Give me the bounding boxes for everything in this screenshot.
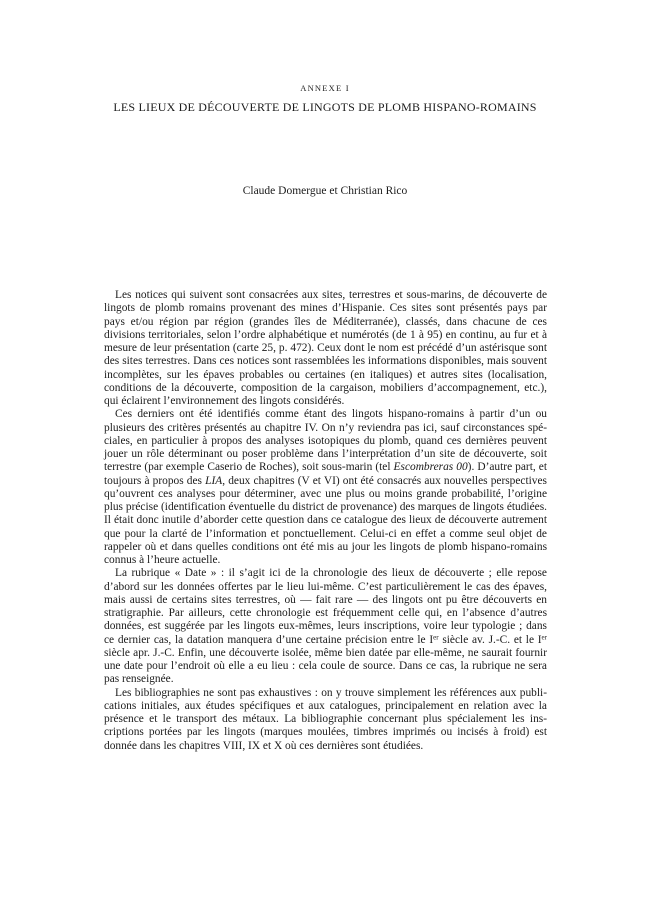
authors: Claude Domergue et Christian Rico: [242, 185, 408, 197]
annex-title: LES LIEUX DE DÉCOUVERTE DE LINGOTS DE PLOMB HISPANO-ROMAINS: [113, 100, 537, 114]
text-run: siècle apr. J.-C. Enfin, une découverte isolée, même bien datée par elle-même, ne saurait fournir une date pour l’endroit où elle a eu lieu : cela coule de source. Dans ce cas, la rubrique ne sera pas renseignée.: [104, 646, 547, 686]
paragraph-intro: [104, 289, 547, 408]
annex-label: ANNEXE I: [300, 83, 350, 93]
body-text: [104, 289, 547, 753]
paragraph-identification: [104, 408, 547, 567]
text-run: , deux chapitres (V et VI) ont été consacrés aux nouvelles perspectives qu’ouvrent ces analyses pour déterminer, avec une plus ou moins grande probabilité, l’origine plus précise (identification éventuelle du district de provenance) des marques de lingots étudiées. Il était donc inutile d’aborder cette question dans ce catalogue des lieux de découverte autrement que pour la clarté de l’information et ponctuellement. Celui-ci en effet a comme seul objet de rappeler où et dans quelles conditions ont été mis au jour les lingots de plomb hispano-romains connus à l’heure actuelle.: [104, 474, 547, 566]
superscript: er: [541, 633, 547, 641]
text-run: Les notices qui suivent sont consacrées aux sites, terrestres et sous-marins, de découverte de lingots de plomb romains provenant des mines d’Hispanie. Ces sites sont présentés pays par pays et/ou région par région (grandes îles de Méditerranée), classés, dans chacune de ces divisions territoriales, selon l’ordre alphabétique et numérotés (de 1 à 95) en continu, au fur et à mesure de leur présentation (carte 25, p. 472). Ceux dont le nom est précédé d’un astérisque sont des sites terrestres. Dans ces notices sont rassemblées les informations disponibles, mais souvent incomplètes, sur les épaves probables ou certaines (en italiques) et autres sites (localisation, conditions de la découverte, composition de la cargaison, mobiliers d’accompagnement, etc.), qui éclairent l’environnement des lingots considérés.: [104, 289, 547, 407]
text-run: Les bibliographies ne sont pas exhaustives : on y trouve simplement les références aux publications initiales, aux études spécifiques et aux catalogues, principalement en relation avec la présence et le transport des métaux. La bibliographie concernant plus spécialement les inscriptions portées par les lingots (marques moulées, timbres imprimés ou incisés à froid) est donnée dans les chapitres VIII, IX et X où ces dernières sont étudiées.: [104, 686, 547, 752]
paragraph-bibliography: [104, 687, 547, 753]
text-run: La rubrique « Date » : il s’agit ici de la chronologie des lieux de découverte ; elle repose d’abord sur les données offertes par le lieu lui-même. C’est particulièrement le cas des épaves, mais aussi de certains sites terrestres, où — fait rare — des lingots ont pu être découverts en stratigraphie. Par ailleurs, cette chronologie est fréquemment celle qui, en l’absence d’autres données, est suggérée par les lingots eux-mêmes, leurs inscriptions, voire leur typologie ; dans ce dernier cas, la datation manquera d’une certaine précision entre le: [104, 567, 547, 646]
text-run: ). D’autre part, et toujours à propos des: [104, 461, 547, 487]
text-run: siècle av. J.-C. et le: [438, 633, 538, 646]
text-run: Ces derniers ont été identifiés comme étant des lingots hispano-romains à partir d’un ou plusieurs des critères présentés au chapitre IV. On n’y reviendra pas ici, sauf circonstances spéciales, en particulier à propos des analyses isotopiques du plomb, quand ces dernières peuvent jouer un rôle déterminant ou poser problème dans l’interprétation d’un site de découverte, soit terrestre (par exemple Caserio de Roches), soit sous-marin (tel: [104, 408, 547, 474]
italic-run: Escombreras 00: [393, 461, 468, 474]
paragraph-date: La rubrique « Date » : il s’agit ici de la chronologie des lieux de découverte ; elle repose d’abord sur les données offertes par le lieu lui-même. C’est particulièrement le cas des épaves, mais aussi de certains sites terrestres, où — fait rare — des lingots ont pu être découverts en stratigraphie. Par ailleurs, cette chronologie est fréquemment celle qui, en l’absence d’autres données, est suggérée par les lingots eux-mêmes, leurs inscriptions, voire leur typologie ; dans ce dernier cas, la datation manquera d’une certaine précision entre le Ier siècle av. J.-C. et le Ier siècle apr. J.-C. Enfin, une découverte isolée, même bien datée par elle-même, ne saurait fournir une date pour l’endroit où elle a eu lieu : cela coule de source. Dans ce cas, la rubrique ne sera pas renseignée.: [104, 567, 547, 686]
superscript: er: [433, 633, 439, 641]
italic-run: LIA: [205, 474, 223, 487]
